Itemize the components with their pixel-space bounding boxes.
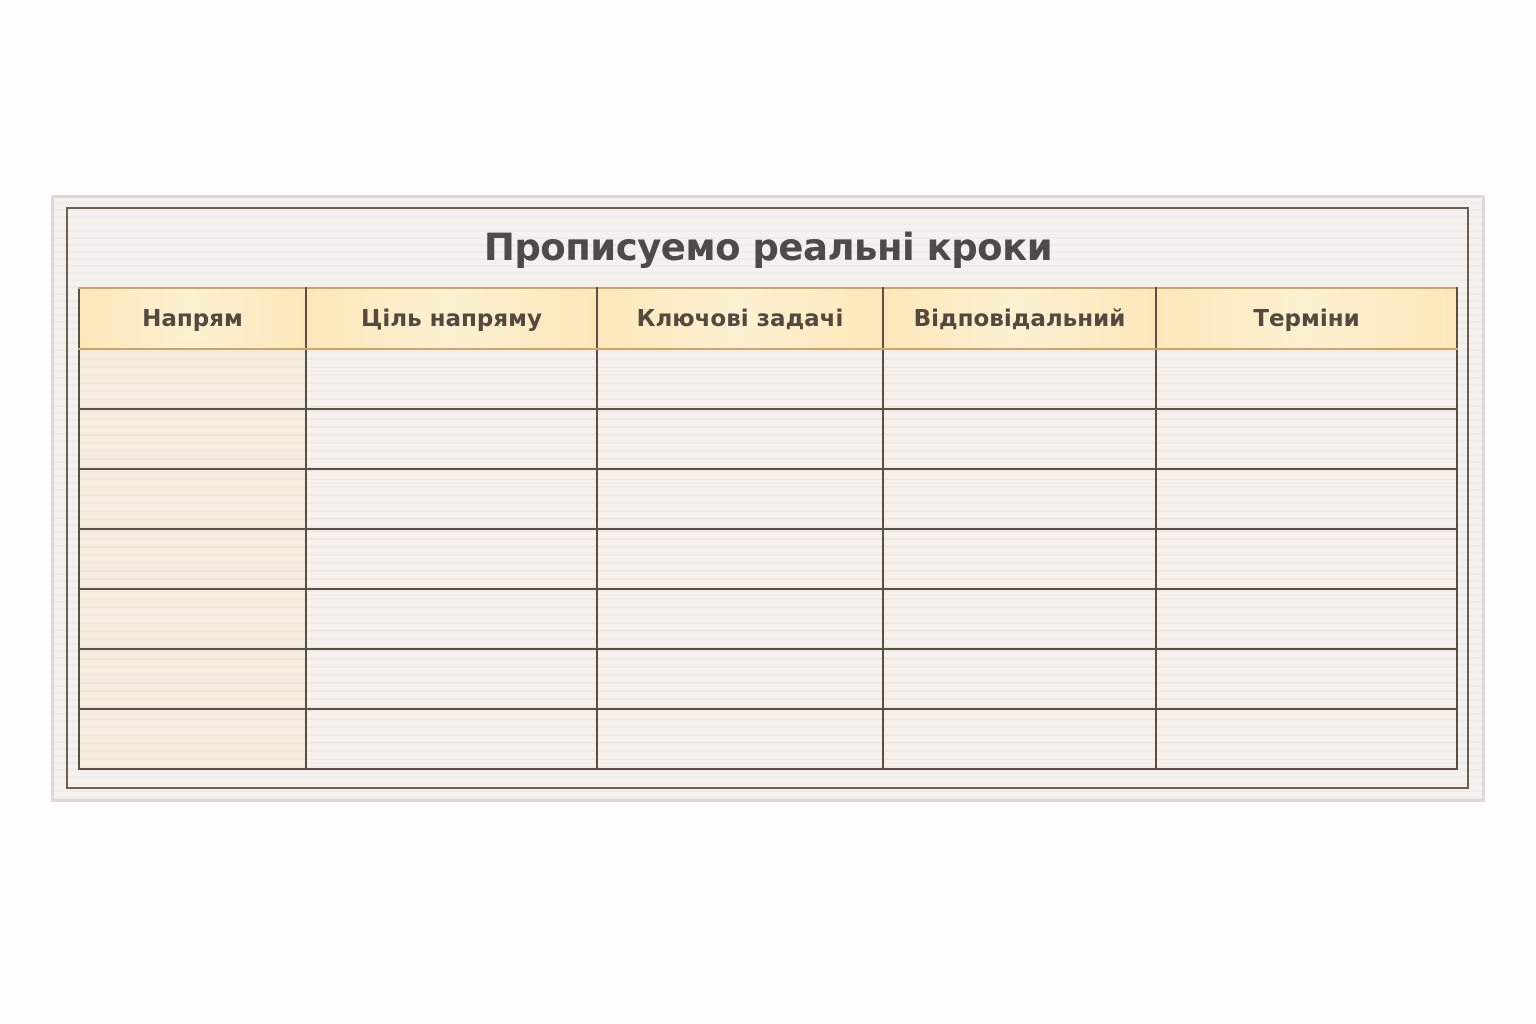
column-header-direction: Напрям: [79, 288, 306, 349]
table-cell[interactable]: [1156, 589, 1457, 649]
table-row: [79, 409, 1457, 469]
table-cell[interactable]: [597, 349, 883, 409]
table-cell[interactable]: [597, 649, 883, 709]
table-cell[interactable]: [597, 589, 883, 649]
column-header-key-tasks: Ключові задачі: [597, 288, 883, 349]
table-cell[interactable]: [597, 409, 883, 469]
table-cell[interactable]: [1156, 709, 1457, 769]
table-cell[interactable]: [79, 409, 306, 469]
table-cell[interactable]: [883, 589, 1156, 649]
table-cell[interactable]: [1156, 409, 1457, 469]
table-cell[interactable]: [306, 589, 597, 649]
table-row: [79, 469, 1457, 529]
table-cell[interactable]: [306, 649, 597, 709]
table-cell[interactable]: [883, 469, 1156, 529]
table-cell[interactable]: [79, 709, 306, 769]
table-row: [79, 349, 1457, 409]
table-cell[interactable]: [883, 409, 1156, 469]
column-header-deadlines: Терміни: [1156, 288, 1457, 349]
table-cell[interactable]: [306, 349, 597, 409]
table-header-row: [79, 288, 1457, 349]
table-cell[interactable]: [306, 709, 597, 769]
table-cell[interactable]: [1156, 529, 1457, 589]
table-cell[interactable]: [883, 529, 1156, 589]
table-cell[interactable]: [883, 349, 1156, 409]
table-row: [79, 589, 1457, 649]
table-row: [79, 529, 1457, 589]
table-cell[interactable]: [79, 469, 306, 529]
table-cell[interactable]: [1156, 469, 1457, 529]
table-row: [79, 649, 1457, 709]
table-cell[interactable]: [597, 709, 883, 769]
column-header-direction-goal: Ціль напряму: [306, 288, 597, 349]
page-title: Прописуемо реальні кроки: [483, 226, 1053, 269]
table-cell[interactable]: [79, 529, 306, 589]
table-cell[interactable]: [306, 409, 597, 469]
table-cell[interactable]: [306, 469, 597, 529]
steps-table: [78, 287, 1458, 770]
table-cell[interactable]: [79, 349, 306, 409]
table-cell[interactable]: [1156, 649, 1457, 709]
table-cell[interactable]: [883, 709, 1156, 769]
table-cell[interactable]: [79, 589, 306, 649]
table-cell[interactable]: [883, 649, 1156, 709]
table-cell[interactable]: [1156, 349, 1457, 409]
table-row: [79, 709, 1457, 769]
table-cell[interactable]: [597, 469, 883, 529]
table-cell[interactable]: [597, 529, 883, 589]
column-header-responsible: Відповідальний: [883, 288, 1156, 349]
table-cell[interactable]: [306, 529, 597, 589]
table-cell[interactable]: [79, 649, 306, 709]
